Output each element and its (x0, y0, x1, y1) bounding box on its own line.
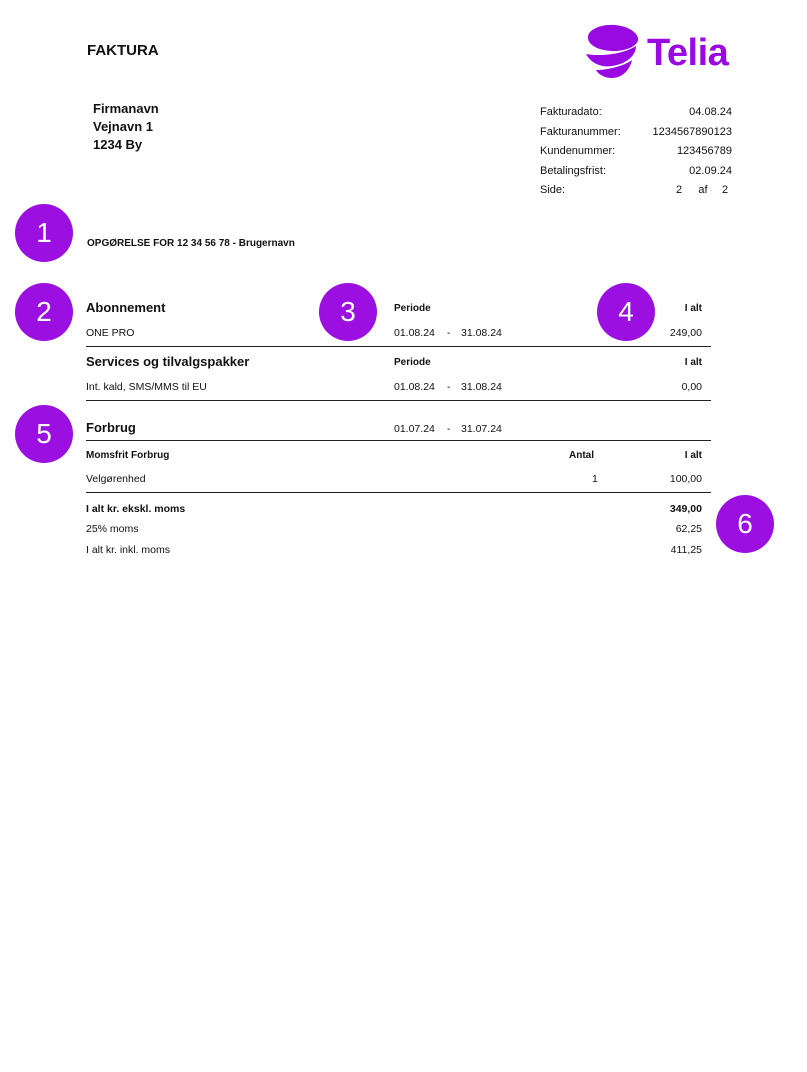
usage-item-total: 100,00 (669, 473, 702, 485)
vat-value: 62,25 (675, 523, 702, 535)
document-title: FAKTURA (87, 42, 159, 59)
usage-subtitle: Momsfrit Forbrug (86, 450, 170, 461)
info-row-due-date (540, 162, 732, 182)
services-total-header: I alt (684, 357, 702, 368)
usage-period-from: 01.07.24 (394, 423, 435, 435)
recipient-address (93, 100, 159, 154)
info-label: Fakturanummer: (540, 125, 621, 138)
info-value: 123456789 (676, 145, 732, 157)
period-separator: - (447, 423, 451, 435)
page-of: af (698, 184, 708, 196)
info-row-invoice-number (540, 123, 732, 143)
callout-badge-6: 6 (716, 495, 774, 553)
info-label: Fakturadato: (540, 106, 602, 118)
usage-period-to: 31.07.24 (461, 423, 502, 435)
page-indicator (670, 181, 732, 201)
divider (86, 346, 711, 347)
info-label: Side: (540, 184, 566, 196)
callout-badge-5: 5 (15, 405, 73, 463)
address-line-company: Firmanavn (93, 101, 159, 116)
subscription-period-header: Periode (394, 303, 431, 314)
info-row-date (540, 103, 732, 123)
total-excl-vat-label: I alt kr. ekskl. moms (86, 503, 186, 515)
info-value: 02.09.24 (689, 164, 732, 177)
usage-title: Forbrug (86, 420, 136, 435)
usage-count-header: Antal (569, 450, 594, 461)
divider (86, 440, 711, 441)
usage-item-count: 1 (592, 473, 598, 485)
callout-badge-3: 3 (319, 283, 377, 341)
subscription-period-to: 31.08.24 (461, 327, 502, 339)
total-incl-vat-label: I alt kr. inkl. moms (86, 544, 171, 556)
callout-badge-1: 1 (15, 204, 73, 262)
usage-total-header: I alt (684, 450, 702, 461)
vat-label: 25% moms (86, 523, 139, 535)
services-title: Services og tilvalgspakker (86, 354, 250, 369)
invoice-info (540, 103, 732, 201)
period-separator: - (447, 381, 451, 393)
info-value: 1234567890123 (652, 125, 732, 138)
subscription-title: Abonnement (86, 300, 166, 315)
info-label: Betalingsfrist: (540, 164, 607, 177)
subscription-item-name: ONE PRO (86, 327, 135, 339)
subscription-item-total: 249,00 (669, 327, 702, 339)
services-period-header: Periode (394, 357, 431, 368)
subscription-period-from: 01.08.24 (394, 327, 435, 339)
callout-badge-2: 2 (15, 283, 73, 341)
page-current: 2 (675, 184, 683, 196)
total-incl-vat-value: 411,25 (670, 544, 702, 556)
info-value: 04.08.24 (689, 106, 732, 118)
info-label: Kundenummer: (540, 145, 616, 157)
address-line-street: Vejnavn 1 (93, 119, 153, 134)
info-row-page (540, 181, 732, 201)
brand-name: Telia (647, 32, 729, 74)
services-item-total: 0,00 (681, 381, 702, 393)
callout-badge-4: 4 (597, 283, 655, 341)
period-separator: - (447, 327, 451, 339)
services-item-name: Int. kald, SMS/MMS til EU (86, 381, 207, 393)
services-period-from: 01.08.24 (394, 381, 435, 393)
page-total: 2 (721, 184, 729, 196)
total-excl-vat-value: 349,00 (669, 503, 702, 515)
address-line-city: 1234 By (93, 137, 143, 152)
divider (86, 400, 711, 401)
info-row-customer-number (540, 142, 732, 162)
divider (86, 492, 711, 493)
subscription-total-header: I alt (684, 303, 702, 314)
statement-heading: OPGØRELSE FOR 12 34 56 78 - Brugernavn (87, 238, 295, 249)
usage-item-name: Velgørenhed (86, 473, 146, 485)
services-period-to: 31.08.24 (461, 381, 502, 393)
